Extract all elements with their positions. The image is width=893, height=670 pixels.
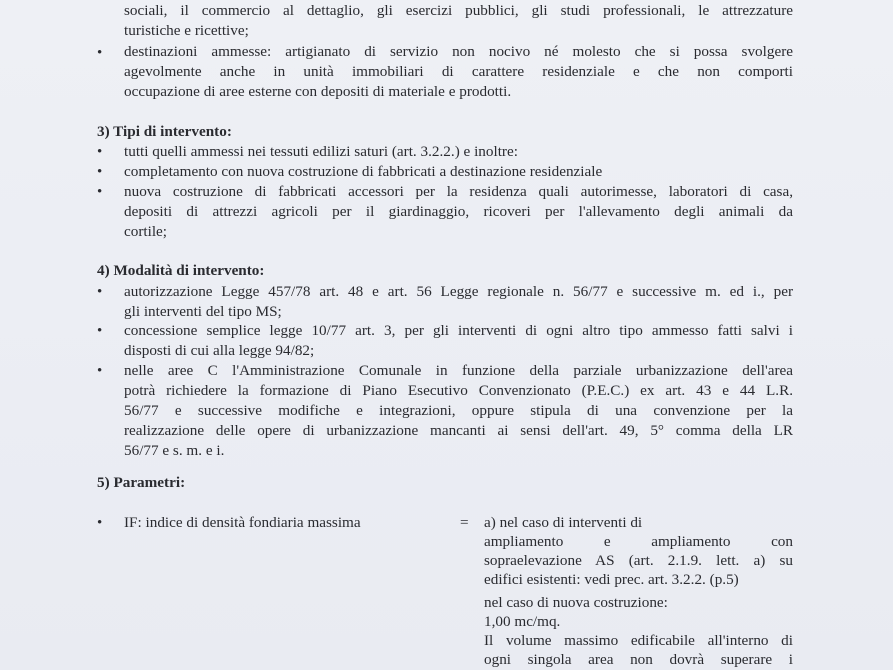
param-value-line-2: ampliamento e ampliamento con [484, 533, 793, 550]
param-label: IF: indice di densità fondiaria massima [124, 514, 361, 531]
section-3-item-2: completamento con nuova costruzione di fabbricati a destinazione residenziale [124, 163, 603, 180]
section-4-heading: 4) Modalità di intervento: [97, 262, 265, 279]
intro-line-1: sociali, il commercio al dettaglio, gli esercizi pubblici, gli studi professionali, le attrezzature [124, 2, 793, 19]
param-value-line-7: Il volume massimo edificabile all'interno di [484, 632, 793, 649]
param-value-line-6: 1,00 mc/mq. [484, 613, 561, 630]
section-3-item-3-line-2: depositi di attrezzi agricoli per il giardinaggio, ricoveri per l'allevamento degli animali da [124, 203, 793, 220]
bullet-icon: • [97, 284, 103, 300]
bullet-icon: • [97, 45, 103, 61]
bullet-icon: • [97, 144, 103, 160]
destinazioni-line-3: occupazione di aree esterne con depositi di materiale e prodotti. [124, 83, 512, 100]
param-value-line-8: ogni singola area non dovrà superare i [484, 651, 793, 668]
section-4-item-1-line-2: gli interventi del tipo MS; [124, 303, 282, 320]
section-3-item-3-line-3: cortile; [124, 223, 168, 240]
bullet-icon: • [97, 515, 103, 531]
param-value-line-1: a) nel caso di interventi di [484, 514, 643, 531]
section-4-item-3-line-1: nelle aree C l'Amministrazione Comunale in funzione della parziale urbanizzazione dell'area [124, 362, 793, 379]
section-4-item-1-line-1: autorizzazione Legge 457/78 art. 48 e art. 56 Legge regionale n. 56/77 e successive m. ed i., per [124, 283, 793, 300]
bullet-icon: • [97, 323, 103, 339]
section-5-heading: 5) Parametri: [97, 474, 186, 491]
section-4-item-3-line-3: 56/77 e successive modifiche e integrazioni, oppure stipula di una convenzione per la [124, 402, 793, 419]
section-4-item-3-line-5: 56/77 e s. m. e i. [124, 442, 225, 459]
bullet-icon: • [97, 164, 103, 180]
section-3-item-1: tutti quelli ammessi nei tessuti edilizi saturi (art. 3.2.2.) e inoltre: [124, 143, 518, 160]
section-4-item-2-line-1: concessione semplice legge 10/77 art. 3, per gli interventi di ogni altro tipo ammesso fatti salvi i [124, 322, 793, 339]
param-value-line-3: sopraelevazione AS (art. 2.1.9. lett. a) su [484, 552, 793, 569]
bullet-icon: • [97, 184, 103, 200]
destinazioni-line-2: agevolmente anche in unità immobiliari di carattere residenziale e che non comporti [124, 63, 793, 80]
section-4-item-3-line-4: realizzazione delle opere di urbanizzazione mancanti ai sensi dell'art. 49, 5° comma della LR [124, 422, 793, 439]
destinazioni-line-1: destinazioni ammesse: artigianato di servizio non nocivo né molesto che si possa svolgere [124, 43, 793, 60]
intro-line-2: turistiche e ricettive; [124, 22, 249, 39]
section-3-item-3-line-1: nuova costruzione di fabbricati accessori per la residenza quali autorimesse, laboratori di casa, [124, 183, 793, 200]
section-4-item-2-line-2: disposti di cui alla legge 94/82; [124, 342, 315, 359]
param-value-line-5: nel caso di nuova costruzione: [484, 594, 668, 611]
section-4-item-3-line-2: potrà richiedere la formazione di Piano Esecutivo Convenzionato (P.E.C.) ex art. 43 e 44 L.R. [124, 382, 793, 399]
param-equals: = [460, 514, 469, 531]
param-value-line-4: edifici esistenti: vedi prec. art. 3.2.2. (p.5) [484, 571, 739, 588]
section-3-heading: 3) Tipi di intervento: [97, 123, 232, 140]
bullet-icon: • [97, 363, 103, 379]
